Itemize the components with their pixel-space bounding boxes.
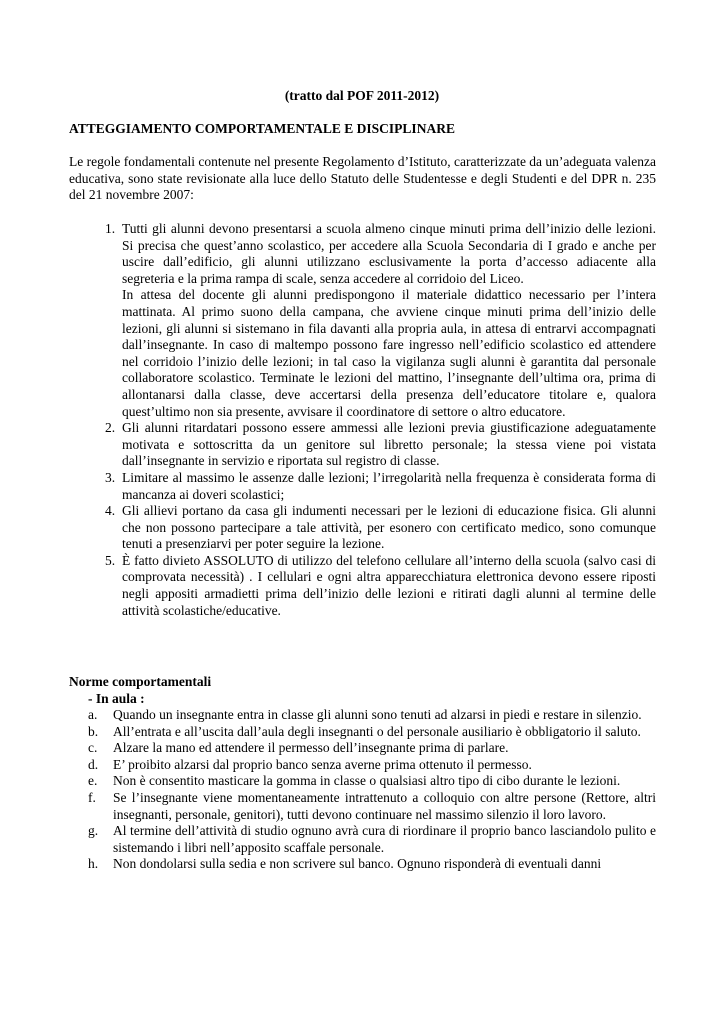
norm-letter: b. bbox=[88, 723, 99, 739]
norm-text: Se l’insegnante viene momentaneamente intrattenuto a colloquio con altre persone (Rettore, altri insegnanti, personale, genitori), tutti devono continuare nel massimo silenzio il loro lavoro. bbox=[113, 789, 656, 822]
norm-item bbox=[88, 757, 656, 774]
norm-text: Al termine dell’attività di studio ognuno avrà cura di riordinare il proprio banco lasciandolo pulito e sistemando i libri nell’apposito scaffale personale. bbox=[113, 823, 656, 855]
norm-item bbox=[88, 724, 656, 741]
rule-item bbox=[105, 553, 656, 619]
norm-letter: e. bbox=[88, 773, 98, 789]
norm-letter: f. bbox=[88, 789, 96, 805]
rule-number: 2. bbox=[105, 420, 116, 436]
rule-number: 3. bbox=[105, 469, 116, 485]
norms-heading: Norme comportamentali bbox=[69, 674, 212, 689]
norm-text: All’entrata e all’uscita dall’aula degli insegnanti o del personale ausiliario è obbligatorio il saluto. bbox=[113, 723, 641, 739]
norm-letter: g. bbox=[88, 823, 99, 839]
rule-item bbox=[105, 221, 656, 420]
rule-number: 4. bbox=[105, 503, 116, 519]
rule-number: 1. bbox=[105, 221, 116, 236]
rule-text: Gli alunni ritardatari possono essere ammessi alle lezioni previa giustificazione adeguatamente motivata e sottoscritta da un genitore sul libretto personale; la stessa viene poi vistata dall’insegnante in servizio e riportata sul registro di classe. bbox=[122, 420, 656, 469]
in-aula-subheading: - In aula : bbox=[88, 691, 145, 706]
rule-text: Tutti gli alunni devono presentarsi a scuola almeno cinque minuti prima dell’inizio delle lezioni. Si precisa che quest’anno scolastico, per accedere alla Scuola Secondaria di I grado e anche per uscire dall’edificio, gli alunni utilizzano esclusivamente la porta d’accesso adiacente alla segreteria e la prima rampa di scale, senza accedere al corridoio del Liceo. bbox=[122, 221, 656, 286]
rule-item bbox=[105, 470, 656, 503]
norm-text: Non è consentito masticare la gomma in classe o qualsiasi altro tipo di cibo durante le lezioni. bbox=[113, 773, 621, 789]
norm-text: Non dondolarsi sulla sedia e non scrivere sul banco. Ognuno risponderà di eventuali danni bbox=[113, 856, 602, 872]
norms-list bbox=[88, 707, 656, 873]
norm-text: Alzare la mano ed attendere il permesso dell’insegnante prima di parlare. bbox=[113, 740, 509, 756]
rule-text: Limitare al massimo le assenze dalle lezioni; l’irregolarità nella frequenza è considerata forma di mancanza ai doveri scolastici; bbox=[122, 469, 656, 502]
norm-letter: d. bbox=[88, 756, 99, 772]
norm-item bbox=[88, 707, 656, 724]
norm-item bbox=[88, 856, 656, 873]
rule-text-continued: In attesa del docente gli alunni predispongono il materiale didattico necessario per l’intera mattinata. Al primo suono della campana, che avviene cinque minuti prima dell’inizio delle lezioni, gli alunni si sistemano in fila davanti alla propria aula, in attesa di entrarvi accompagnati dall’insegnante. In caso di maltempo possono fare ingresso nell’edificio scolastico ed attendere nel corridoio l’inizio delle lezioni; in tal caso la vigilanza sugli alunni è garantita dal personale collaboratore scolastico. Terminate le lezioni del mattino, l’insegnante dell’ultima ora, prima di allontanarsi dalla classe, deve accertarsi della presenza dell’educatore titolare e, qualora quest’ultimo non sia presente, avvisare il coordinatore di settore o altro educatore. bbox=[122, 287, 656, 419]
norm-letter: h. bbox=[88, 856, 99, 872]
rule-item bbox=[105, 503, 656, 553]
intro-paragraph: Le regole fondamentali contenute nel presente Regolamento d’Istituto, caratterizzate da un’adeguata valenza educativa, sono state revisionate alla luce dello Statuto delle Studentesse e degli Studenti e del DPR n. 235 del 21 novembre 2007: bbox=[69, 154, 656, 203]
document-subtitle: (tratto dal POF 2011-2012) bbox=[284, 88, 440, 103]
rule-item bbox=[105, 420, 656, 470]
rule-text: È fatto divieto ASSOLUTO di utilizzo del telefono cellulare all’interno della scuola (salvo casi di comprovata necessità) . I cellulari e ogni altra apparecchiatura elettronica devono essere riposti negli appositi armadietti prima dell’inizio delle lezioni e ritirati dagli alunni al termine delle attività scolastiche/educative. bbox=[122, 552, 656, 618]
document-title: ATTEGGIAMENTO COMPORTAMENTALE E DISCIPLINARE bbox=[69, 121, 455, 136]
norm-text: E’ proibito alzarsi dal proprio banco senza averne prima ottenuto il permesso. bbox=[113, 756, 532, 772]
norm-text: Quando un insegnante entra in classe gli alunni sono tenuti ad alzarsi in piedi e restare in silenzio. bbox=[113, 707, 642, 722]
norm-item bbox=[88, 740, 656, 757]
norm-item bbox=[88, 790, 656, 823]
rule-number: 5. bbox=[105, 552, 116, 568]
norm-letter: a. bbox=[88, 707, 98, 722]
rules-list bbox=[105, 221, 656, 619]
norm-item bbox=[88, 823, 656, 856]
norm-letter: c. bbox=[88, 740, 98, 756]
rule-text: Gli allievi portano da casa gli indumenti necessari per le lezioni di educazione fisica. Gli alunni che non possono partecipare a tale attività, per esonero con certificato medico, sono comunque tenuti a presenziarvi per poter seguire la lezione. bbox=[122, 503, 656, 552]
norm-item bbox=[88, 773, 656, 790]
